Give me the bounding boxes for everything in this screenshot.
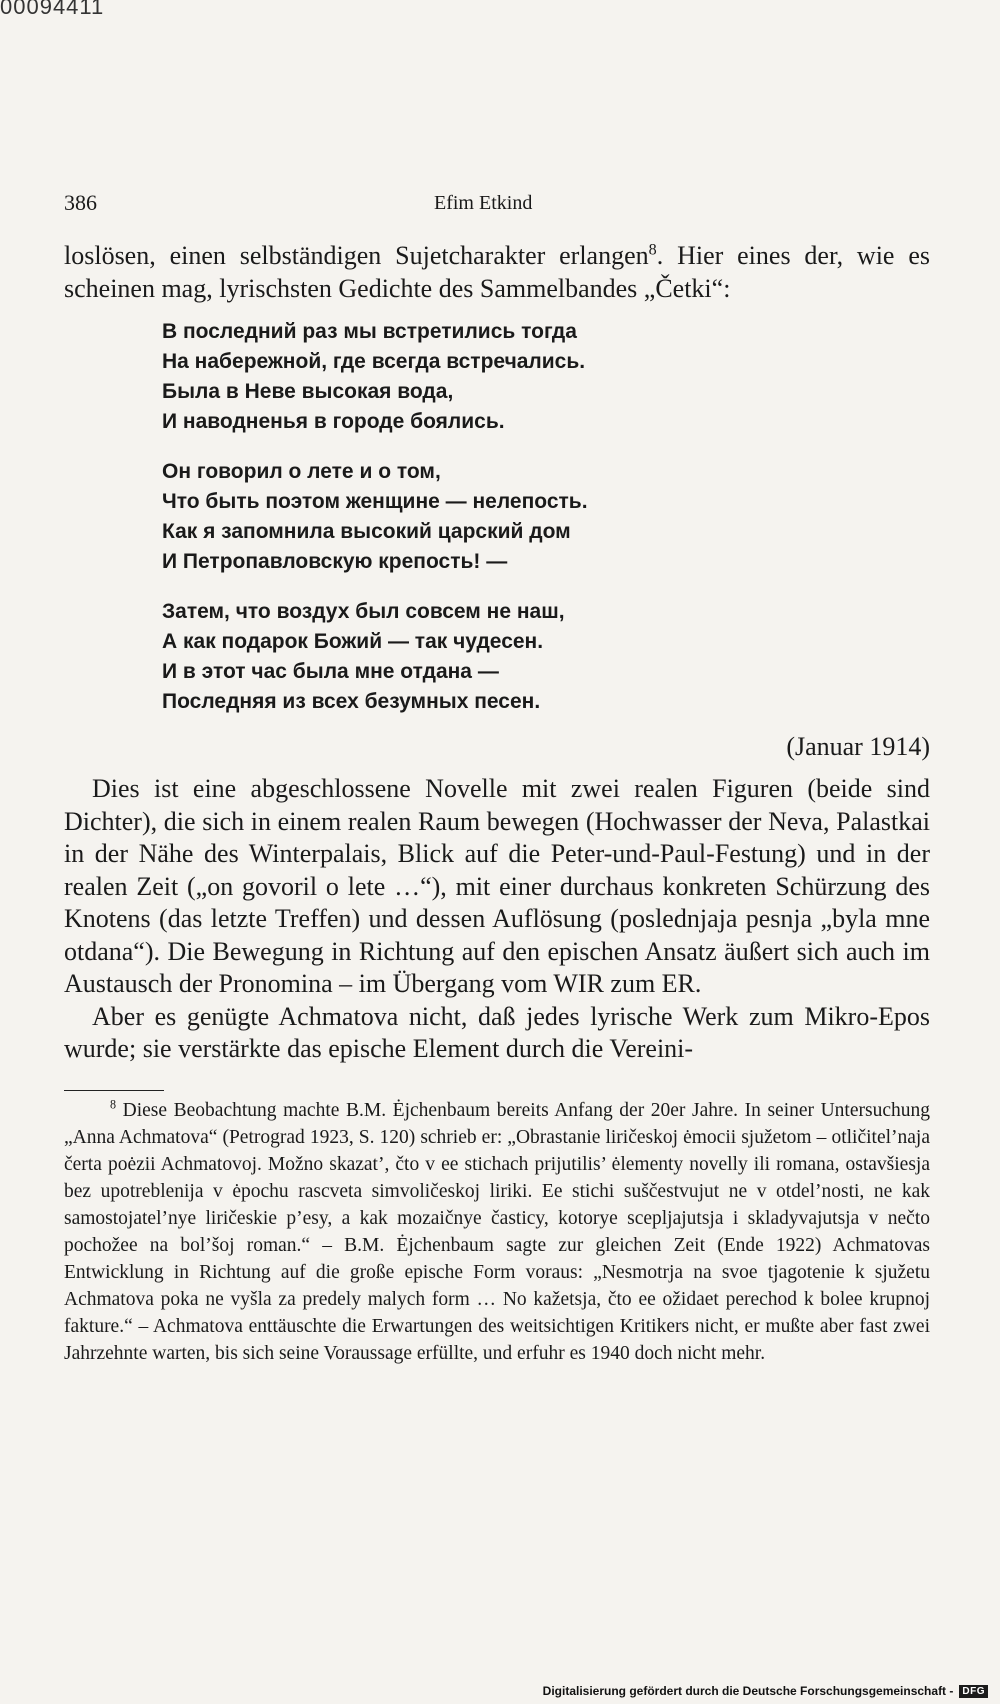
intro-text: loslösen, einen selbständigen Sujetcharakter erlangen [64, 241, 649, 270]
poem-line: Была в Неве высокая вода, [162, 380, 454, 403]
footnote [64, 1097, 930, 1367]
footnote-text: Diese Beobachtung machte B.M. Ėjchenbaum bereits Anfang der 20er Jahre. In seiner Untersuchung „Anna Achmatova“ (Petrograd 1923, S. 120) schrieb er: „Obrastanie liričeskoj ėmocii sjužetom – otličitel’naja čerta poėzii Achmatovoj. Možno skazat’, čto v ee stichach prijutilis’ ėlementy novelly ili romana, ostavšiesja bez upotreblenija v ėpochu rascveta simvoličeskoj liriki. Ee stichi suščestvujut ne v otdel’nosti, ne kak samostojatel’nye liričeskie p’esy, a kak mozaičnye časticy, kotorye scepljajutsja i skladyvajutsja v nečto pochožee na bol’šoj roman.“ – B.M. Ėjchenbaum sagte zur gleichen Zeit (Ende 1922) Achmatovas Entwicklung in Richtung auf die große epische Form voraus: „Nesmotrja na svoe tjagotenie k sjužetu Achmatova poka ne vyšla za predely malych form … No kažetsja, čto ee ožidaet perechod k bolee krupnoj fakture.“ – Achmatova enttäuschte die Erwartungen des weitsichtigen Kritikers nicht, er mußte aber fast zwei Jahrzehnte warten, bis sich seine Voraussage erfüllte, und erfuhr es 1940 doch nicht mehr. [64, 1099, 930, 1364]
footnote-divider [64, 1090, 164, 1091]
digitization-credit [543, 1684, 988, 1698]
poem-line: Затем, что воздух был совсем не наш, [162, 600, 565, 623]
body-paragraph-2: Aber es genügte Achmatova nicht, daß jedes lyrische Werk zum Mikro-Epos wurde; sie verstärkte das epische Element durch die Vereini- [64, 1001, 930, 1063]
main-text [64, 240, 930, 305]
poem-line: Он говорил о лете и о том, [162, 460, 441, 483]
poem-line: В последний раз мы встретились тогда [162, 320, 577, 343]
intro-paragraph [64, 240, 930, 305]
scan-id: 00094411 [0, 0, 105, 19]
page-number: 386 [64, 190, 97, 215]
poem-stanza-1 [162, 317, 930, 437]
poem-line: На набережной, где всегда встречались. [162, 350, 586, 373]
running-head [64, 190, 930, 226]
poem-stanza-3 [162, 597, 930, 717]
poem-stanza-2 [162, 457, 930, 577]
poem-line: Последняя из всех безумных песен. [162, 690, 541, 713]
running-title: Efim Etkind [434, 192, 533, 214]
body-paragraph-1: Dies ist eine abgeschlossene Novelle mit zwei realen Figuren (beide sind Dichter), die sich in einem realen Raum bewegen (Hochwasser der Neva, Palastkai in der Nähe des Winterpalais, Blick auf die Peter-und-Paul-Festung) und in der realen Zeit („on govoril o lete …“), mit einer durchaus konkreten Schürzung des Knotens (das letzte Treffen) und dessen Auflösung (poslednjaja pesnja „byla mne otdana“). Die Bewegung in Richtung auf den epischen Ansatz äußert sich auch im Austausch der Pronomina – im Übergang vom WIR zum ER. [64, 774, 930, 998]
footnote-reference: 8 [648, 241, 657, 259]
poem-line: Как я запомнила высокий царский дом [162, 520, 571, 543]
credit-text: Digitalisierung gefördert durch die Deutsche Forschungsgemeinschaft - [542, 1684, 954, 1698]
poem [162, 317, 930, 717]
poem-line: И наводненья в городе боялись. [162, 410, 505, 433]
poem-line: И в этот час была мне отдана — [162, 660, 499, 683]
poem-date: (Januar 1914) [786, 732, 930, 761]
book-page [64, 190, 930, 1367]
poem-line: А как подарок Божий — так чудесен. [162, 630, 544, 653]
poem-line: И Петропавловскую крепость! — [162, 550, 508, 573]
poem-line: Что быть поэтом женщине — нелепость. [162, 490, 588, 513]
dfg-logo: DFG [959, 1685, 988, 1698]
footnote-number: 8 [110, 1097, 117, 1111]
intro-text-continued: . Hier eines der, wie es scheinen mag, lyrischsten Gedichte des Sammelbandes „Četki“: [64, 241, 930, 303]
